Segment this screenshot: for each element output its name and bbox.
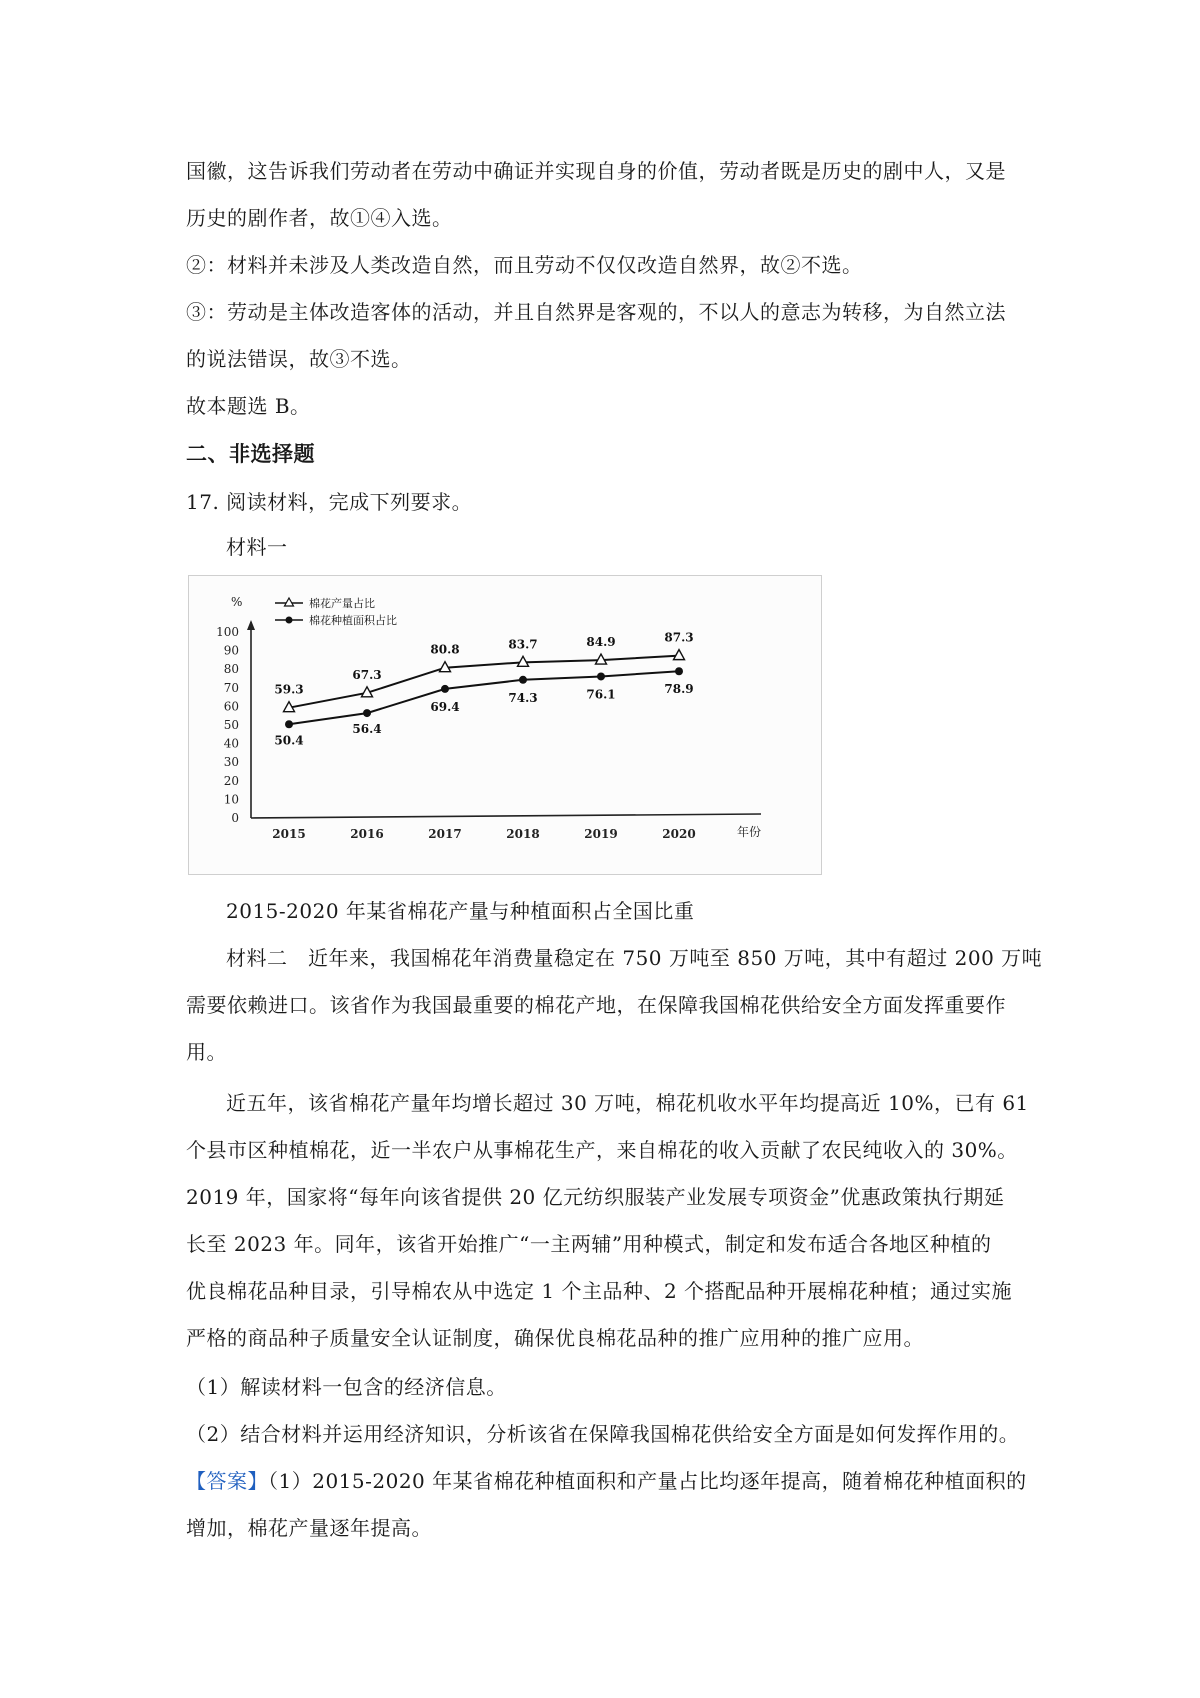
chart-svg <box>189 576 821 874</box>
data-point-dot <box>441 685 449 693</box>
data-label: 80.8 <box>430 642 460 657</box>
sub-question: （2）结合材料并运用经济知识，分析该省在保障我国棉花供给安全方面是如何发挥作用的。 <box>186 1422 1020 1446</box>
x-tick-label: 2020 <box>662 827 696 841</box>
line-chart <box>188 575 822 875</box>
y-tick-label: 10 <box>223 792 239 807</box>
answer-line: 增加，棉花产量逐年提高。 <box>186 1516 432 1540</box>
data-label: 56.4 <box>352 722 382 737</box>
text-line: ③：劳动是主体改造客体的活动，并且自然界是客观的，不以人的意志为转移，为自然立法 <box>186 300 1006 324</box>
data-point-dot <box>363 709 371 717</box>
text-line: 需要依赖进口。该省作为我国最重要的棉花产地，在保障我国棉花供给安全方面发挥重要作 <box>186 993 1006 1017</box>
chart-caption: 2015-2020 年某省棉花产量与种植面积占全国比重 <box>226 899 695 923</box>
y-tick-label: 40 <box>223 736 239 751</box>
legend-label: 棉花产量占比 <box>309 597 375 610</box>
data-label: 76.1 <box>586 687 616 702</box>
answer-line <box>186 1467 1027 1495</box>
answer-tag: 【答案】 <box>186 1469 268 1493</box>
y-tick-label: 50 <box>223 718 239 732</box>
material1-label: 材料一 <box>226 535 288 559</box>
section-heading: 二、非选择题 <box>186 442 315 466</box>
text-line: 用。 <box>186 1040 227 1064</box>
data-point-triangle <box>674 650 685 660</box>
data-point-dot <box>675 667 683 675</box>
x-tick-label: 2015 <box>272 827 306 841</box>
legend-marker-dot <box>286 617 293 624</box>
data-label: 78.9 <box>664 682 694 697</box>
text-line: 严格的商品种子质量安全认证制度，确保优良棉花品种的推广应用种的推广应用。 <box>186 1326 924 1350</box>
data-point-dot <box>285 720 293 728</box>
x-axis <box>251 814 761 818</box>
series-line <box>289 656 679 708</box>
x-axis-label: 年份 <box>737 825 762 839</box>
text-line: 材料二 近年来，我国棉花年消费量稳定在 750 万吨至 850 万吨，其中有超过 200 万吨 <box>226 946 1043 970</box>
data-label: 83.7 <box>508 637 538 652</box>
answer-text: （1）2015-2020 年某省棉花种植面积和产量占比均逐年提高，随着棉花种植面积的 <box>268 1469 1027 1493</box>
text-line: 2019 年，国家将“每年向该省提供 20 亿元纺织服装产业发展专项资金”优惠政策执行期延 <box>186 1185 1005 1209</box>
data-point-dot <box>519 676 527 684</box>
data-label: 74.3 <box>508 690 538 705</box>
data-label: 84.9 <box>586 635 616 650</box>
text-line: 长至 2023 年。同年，该省开始推广“一主两辅”用种模式，制定和发布适合各地区种植的 <box>186 1232 992 1256</box>
data-label: 50.4 <box>274 733 304 748</box>
text-line: 近五年，该省棉花产量年均增长超过 30 万吨，棉花机收水平年均提高近 10%，已有 61 <box>226 1091 1029 1115</box>
data-point-dot <box>597 672 605 680</box>
sub-question: （1）解读材料一包含的经济信息。 <box>186 1375 507 1399</box>
legend-marker-triangle <box>285 598 294 606</box>
data-label: 67.3 <box>352 667 382 682</box>
text-line: 国徽，这告诉我们劳动者在劳动中确证并实现自身的价值，劳动者既是历史的剧中人，又是 <box>186 159 1006 183</box>
x-tick-label: 2018 <box>506 827 540 841</box>
text-line: 历史的剧作者，故①④入选。 <box>186 206 453 230</box>
y-tick-label: 0 <box>231 811 239 825</box>
data-label: 69.4 <box>430 699 460 714</box>
text-line: ②：材料并未涉及人类改造自然，而且劳动不仅仅改造自然界，故②不选。 <box>186 253 863 277</box>
text-line: 故本题选 B。 <box>186 394 311 418</box>
y-axis-arrow <box>247 620 255 630</box>
text-line: 优良棉花品种目录，引导棉农从中选定 1 个主品种、2 个搭配品种开展棉花种植；通过实施 <box>186 1279 1013 1303</box>
x-tick-label: 2019 <box>584 827 618 841</box>
series-line <box>289 671 679 724</box>
y-tick-label: 100 <box>216 625 239 639</box>
x-tick-label: 2017 <box>428 827 462 841</box>
y-tick-label: 90 <box>223 643 239 658</box>
text-line: 个县市区种植棉花，近一半农户从事棉花生产，来自棉花的收入贡献了农民纯收入的 30%。 <box>186 1138 1018 1162</box>
y-tick-label: 80 <box>223 662 239 677</box>
y-tick-label: 30 <box>223 755 239 770</box>
question-intro: 17. 阅读材料，完成下列要求。 <box>186 490 473 514</box>
x-tick-label: 2016 <box>350 827 384 841</box>
y-tick-label: 70 <box>223 680 239 695</box>
y-tick-label: 60 <box>223 699 239 714</box>
y-axis-unit: % <box>231 595 243 609</box>
legend-label: 棉花种植面积占比 <box>309 614 397 627</box>
data-label: 87.3 <box>664 630 694 645</box>
data-label: 59.3 <box>274 682 304 697</box>
text-line: 的说法错误，故③不选。 <box>186 347 412 371</box>
y-tick-label: 20 <box>223 773 239 788</box>
